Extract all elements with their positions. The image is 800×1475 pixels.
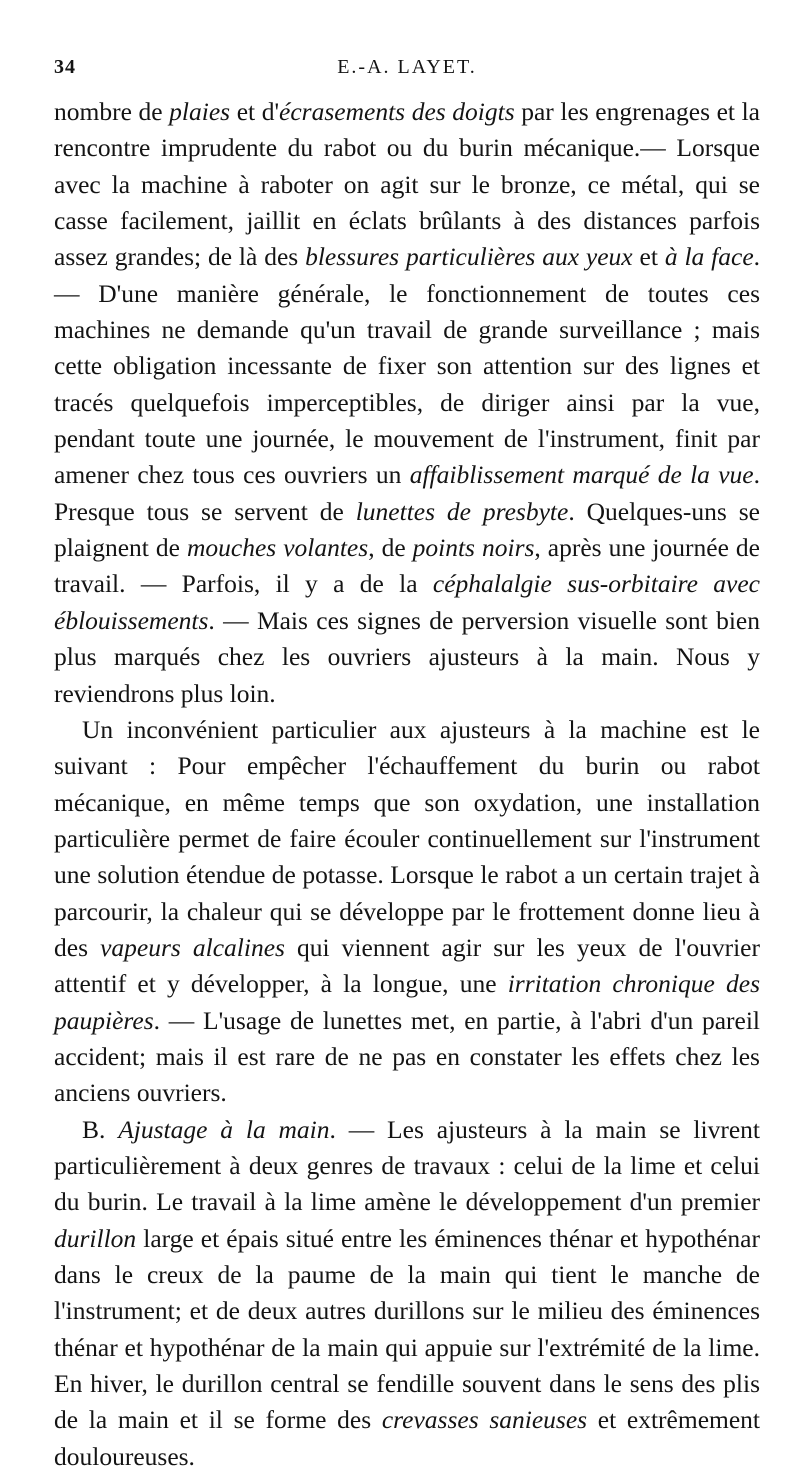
- body-text: [54, 94, 760, 1475]
- text-run: large et épais situé entre les éminences thénar et hypothénar dans le creux de la paume de la main qui tient le manche de l'instrument; et de deux autres durillons sur le milieu des éminences thénar et hypothénar de la main qui appuie sur l'extrémité de la lime. En hiver, le durillon central se fendille souvent dans le sens des plis de la main et il se forme des: [54, 1223, 760, 1435]
- italic-phrase: mouches volantes: [186, 533, 369, 563]
- paragraph: [54, 1112, 760, 1475]
- running-head-author: E.-A. LAYET.: [337, 56, 477, 78]
- italic-phrase: affaiblissement marqué de la vue: [409, 460, 754, 490]
- text-run: et: [632, 242, 665, 272]
- paragraph: [54, 712, 760, 1112]
- text-run: . — Les ajusteurs à la main se livrent particulièrement à deux genres de travaux : celui de la lime et celui du burin. Le travail à la lime amène le développement d'un premier: [54, 1114, 760, 1217]
- italic-phrase: points noirs: [412, 533, 535, 563]
- italic-phrase: vapeurs alcalines: [100, 932, 285, 962]
- italic-phrase: durillon: [54, 1223, 137, 1253]
- text-run: et d': [230, 97, 280, 126]
- italic-phrase: Ajustage à la main: [118, 1114, 330, 1144]
- page-number: 34: [54, 56, 76, 78]
- text-run: nombre de: [54, 97, 170, 126]
- italic-phrase: blessures particulières aux yeux: [305, 242, 633, 272]
- italic-phrase: crevasses sanieuses: [381, 1405, 588, 1435]
- text-run: et extrêmement douloureuses.: [54, 1405, 761, 1471]
- text-run: , de: [368, 533, 413, 563]
- text-run: , après une journée de travail. — Parfois, il y a de la: [54, 533, 760, 599]
- running-head: [54, 52, 760, 86]
- paragraph: [54, 94, 760, 712]
- text-run: B.: [82, 1114, 119, 1144]
- text-run: Un inconvénient particulier aux ajusteurs à la machine est le suivant : Pour empêcher l'échauffement du burin ou rabot mécanique, en même temps que son oxydation, une installation particulière permet de faire écouler continuellement sur l'instrument une solution étendue de potasse. Lorsque le rabot a un certain trajet à parcourir, la chaleur qui se développe par le frottement donne lieu à des: [54, 714, 760, 962]
- italic-phrase: céphalalgie sus-orbitaire avec éblouissements: [54, 569, 760, 635]
- italic-phrase: à la face: [664, 242, 754, 272]
- text-run: . — Mais ces signes de perversion visuelle sont bien plus marqués chez les ouvriers ajusteurs à la main. Nous y reviendrons plus loin.: [54, 605, 760, 708]
- text-run: qui viennent agir sur les yeux de l'ouvrier attentif et y développer, à la longue, une: [54, 932, 760, 999]
- text-run: par les engrenages et la rencontre imprudente du rabot ou du burin mécanique.— Lorsque avec la machine à raboter on agit sur le bronze, ce métal, qui se casse facilement, jaillit en éclats brûlants à des distances parfois assez grandes; de là des: [54, 97, 760, 272]
- italic-phrase: écrasements des doigts: [279, 97, 515, 126]
- italic-phrase: plaies: [169, 97, 231, 126]
- text-run: . Quelques-uns se plaignent de: [54, 496, 760, 563]
- text-run: . Presque tous se servent de: [54, 460, 760, 526]
- text-run: . — L'usage de lunettes met, en partie, à l'abri d'un pareil accident; mais il est rare de ne pas en constater les effets chez les anciens ouvriers.: [54, 1005, 760, 1108]
- text-run: . — D'une manière générale, le fonctionnement de toutes ces machines ne demande qu'un travail de grande surveillance ; mais cette obligation incessante de fixer son attention sur des lignes et tracés quelquefois imperceptibles, de diriger ainsi par la vue, pendant toute une journée, le mouvement de l'instrument, finit par amener chez tous ces ouvriers un: [54, 242, 761, 490]
- italic-phrase: lunettes de presbyte: [355, 496, 569, 526]
- italic-phrase: irritation chronique des paupières: [54, 969, 760, 1035]
